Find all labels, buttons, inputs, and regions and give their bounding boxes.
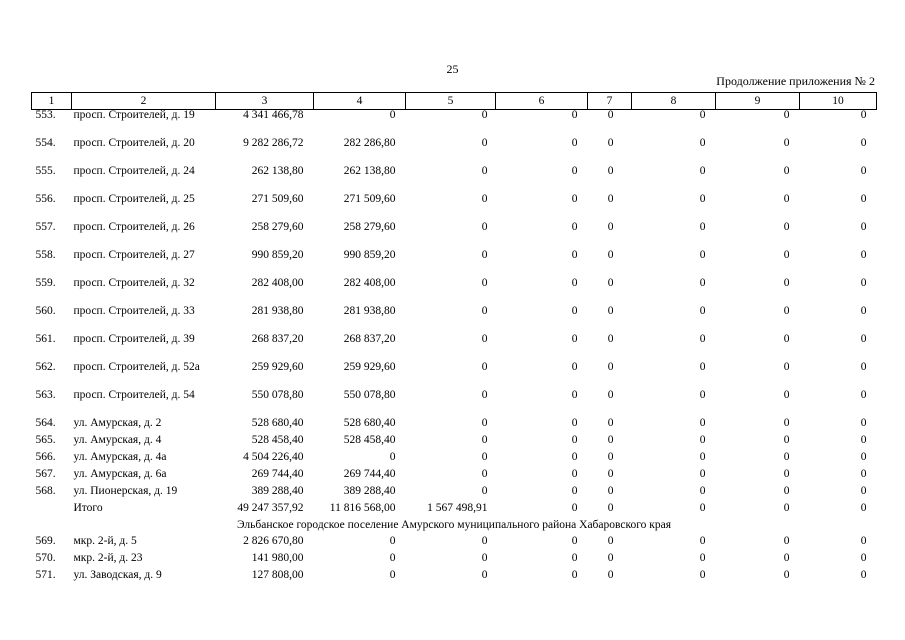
table-cell: 0 xyxy=(481,569,488,581)
table-cell: 0 xyxy=(783,193,790,205)
table-cell: 11 816 568,00 xyxy=(329,502,396,514)
table-cell: 528 680,40 xyxy=(343,417,396,429)
table-cell: 0 xyxy=(481,165,488,177)
header-cell: 5 xyxy=(406,93,496,110)
table-cell: 127 808,00 xyxy=(251,569,304,581)
table-cell: 0 xyxy=(783,221,790,233)
table-cell: 0 xyxy=(783,389,790,401)
table-row xyxy=(32,306,877,334)
table-cell: 0 xyxy=(481,277,488,289)
table-cell: 0 xyxy=(481,485,488,497)
table-cell: 0 xyxy=(783,361,790,373)
table-cell: 0 xyxy=(860,249,867,261)
table-cell: 0 xyxy=(699,535,706,547)
table-cell: 0 xyxy=(860,221,867,233)
table-cell: 990 859,20 xyxy=(251,249,304,261)
table-cell: 0 xyxy=(860,485,867,497)
table-cell: 0 xyxy=(783,305,790,317)
table-cell: 0 xyxy=(699,137,706,149)
table-cell: 258 279,60 xyxy=(251,221,304,233)
table-cell: 0 xyxy=(699,552,706,564)
table-cell: 550 078,80 xyxy=(343,389,396,401)
table-cell: 0 xyxy=(607,277,614,289)
table-cell: 564. xyxy=(35,417,56,429)
table-cell: 528 458,40 xyxy=(343,434,396,446)
table-row xyxy=(32,570,877,587)
table-cell: 0 xyxy=(571,221,578,233)
table-cell: 556. xyxy=(35,193,56,205)
table-cell: 0 xyxy=(571,277,578,289)
table-row xyxy=(32,222,877,250)
table-cell: 0 xyxy=(783,485,790,497)
table-cell: 0 xyxy=(860,535,867,547)
table-cell: 0 xyxy=(607,417,614,429)
table-cell: 0 xyxy=(699,417,706,429)
table-cell: 566. xyxy=(35,451,56,463)
table-cell: 0 xyxy=(860,569,867,581)
table-cell: 4 341 466,78 xyxy=(243,109,304,121)
table-cell: 0 xyxy=(571,417,578,429)
table-cell: 0 xyxy=(860,389,867,401)
table-cell: просп. Строителей, д. 33 xyxy=(73,305,195,317)
table-cell: 0 xyxy=(783,165,790,177)
table-cell: ул. Пионерская, д. 19 xyxy=(73,485,178,497)
table-cell: 0 xyxy=(571,468,578,480)
table-cell: 554. xyxy=(35,137,56,149)
table-cell: 565. xyxy=(35,434,56,446)
table-cell: ул. Заводская, д. 9 xyxy=(73,569,162,581)
table-cell: 561. xyxy=(35,333,56,345)
table-cell: 282 286,80 xyxy=(343,137,396,149)
table-cell: 0 xyxy=(481,305,488,317)
table-cell: 0 xyxy=(699,221,706,233)
table-cell: 553. xyxy=(35,109,56,121)
table-cell: 557. xyxy=(35,221,56,233)
table-row xyxy=(32,553,877,570)
table-cell: 0 xyxy=(860,333,867,345)
table-cell: 282 408,00 xyxy=(343,277,396,289)
table-cell: 0 xyxy=(860,137,867,149)
table-cell: ул. Амурская, д. 4а xyxy=(73,451,167,463)
table-cell: 0 xyxy=(571,165,578,177)
header-cell: 8 xyxy=(632,93,716,110)
table-cell: 0 xyxy=(481,417,488,429)
table-cell: 558. xyxy=(35,249,56,261)
table-row xyxy=(32,334,877,362)
table-cell: 0 xyxy=(860,165,867,177)
table-cell: 4 504 226,40 xyxy=(243,451,304,463)
table-cell: 0 xyxy=(571,389,578,401)
table-cell: 0 xyxy=(571,333,578,345)
table-cell: 0 xyxy=(699,305,706,317)
header-cell: 2 xyxy=(72,93,216,110)
table-cell: 9 282 286,72 xyxy=(243,137,304,149)
table-cell: 569. xyxy=(35,535,56,547)
table-cell: 0 xyxy=(699,502,706,514)
table-cell: 0 xyxy=(571,193,578,205)
table-cell: 0 xyxy=(481,389,488,401)
table-cell: 0 xyxy=(389,109,396,121)
table-cell: 0 xyxy=(607,502,614,514)
table-cell: 0 xyxy=(571,485,578,497)
table-cell: просп. Строителей, д. 20 xyxy=(73,137,195,149)
table-cell: просп. Строителей, д. 32 xyxy=(73,277,195,289)
table-cell: 262 138,80 xyxy=(251,165,304,177)
table-cell: 0 xyxy=(607,361,614,373)
table-cell: просп. Строителей, д. 19 xyxy=(73,109,195,121)
table-cell: 0 xyxy=(607,305,614,317)
table-cell: 0 xyxy=(607,249,614,261)
table-cell: 0 xyxy=(783,569,790,581)
table-cell: 2 826 670,80 xyxy=(243,535,304,547)
table-cell: 0 xyxy=(571,552,578,564)
continuation-label: Продолжение приложения № 2 xyxy=(716,74,875,88)
table-cell: 0 xyxy=(481,468,488,480)
table-cell: 0 xyxy=(607,165,614,177)
table-cell: 389 288,40 xyxy=(251,485,304,497)
table-cell: 0 xyxy=(389,451,396,463)
table-cell: 282 408,00 xyxy=(251,277,304,289)
table-cell: просп. Строителей, д. 27 xyxy=(73,249,195,261)
table-cell: ул. Амурская, д. 6а xyxy=(73,468,167,480)
table-cell: 268 837,20 xyxy=(251,333,304,345)
table-cell: 0 xyxy=(571,434,578,446)
table-cell: 268 837,20 xyxy=(343,333,396,345)
table-cell: 560. xyxy=(35,305,56,317)
table-cell: ул. Амурская, д. 2 xyxy=(73,417,162,429)
table-row xyxy=(32,452,877,469)
table-cell: 0 xyxy=(699,249,706,261)
table-cell: 0 xyxy=(783,249,790,261)
table-cell: 0 xyxy=(481,249,488,261)
table-cell: 563. xyxy=(35,389,56,401)
header-cell: 3 xyxy=(216,93,314,110)
table-cell: 0 xyxy=(571,535,578,547)
table-row xyxy=(32,166,877,194)
table-cell: просп. Строителей, д. 25 xyxy=(73,193,195,205)
table-cell: 0 xyxy=(607,552,614,564)
table-cell: 0 xyxy=(699,277,706,289)
table-cell: 0 xyxy=(389,552,396,564)
table-cell: 0 xyxy=(607,569,614,581)
table-cell: мкр. 2-й, д. 5 xyxy=(73,535,137,547)
table-row xyxy=(32,250,877,278)
table-cell: 262 138,80 xyxy=(343,165,396,177)
table-cell: 389 288,40 xyxy=(343,485,396,497)
table-cell: 0 xyxy=(699,569,706,581)
table-cell: 528 680,40 xyxy=(251,417,304,429)
table-cell: 0 xyxy=(571,137,578,149)
table-cell: 0 xyxy=(699,109,706,121)
table-cell: 281 938,80 xyxy=(251,305,304,317)
table-cell: 0 xyxy=(860,468,867,480)
table-cell: 0 xyxy=(699,485,706,497)
table-cell: 0 xyxy=(860,434,867,446)
table-cell: 0 xyxy=(860,361,867,373)
table-cell: 568. xyxy=(35,485,56,497)
table-cell: 0 xyxy=(860,552,867,564)
header-cell: 1 xyxy=(32,93,72,110)
table-cell: 0 xyxy=(860,305,867,317)
table-cell: 0 xyxy=(571,249,578,261)
table-cell: 0 xyxy=(699,434,706,446)
table-cell: 567. xyxy=(35,468,56,480)
table-cell: 0 xyxy=(783,277,790,289)
table-cell: 0 xyxy=(860,193,867,205)
table-cell: 0 xyxy=(481,137,488,149)
table-cell: 0 xyxy=(607,333,614,345)
table-cell: 0 xyxy=(607,109,614,121)
table-cell: 0 xyxy=(783,535,790,547)
header-cell: 10 xyxy=(800,93,877,110)
table-cell: 0 xyxy=(481,193,488,205)
table-cell: 570. xyxy=(35,552,56,564)
table-cell: 0 xyxy=(389,535,396,547)
table-cell: 559. xyxy=(35,277,56,289)
table-cell: 0 xyxy=(481,451,488,463)
table-row xyxy=(32,110,877,139)
table-cell: 0 xyxy=(783,552,790,564)
header-cell: 9 xyxy=(716,93,800,110)
table-cell: 0 xyxy=(860,277,867,289)
table-cell: 0 xyxy=(699,468,706,480)
table-row xyxy=(32,390,877,418)
header-row xyxy=(32,93,877,110)
table-cell: 141 980,00 xyxy=(251,552,304,564)
table-row xyxy=(32,362,877,390)
table-row xyxy=(32,138,877,166)
appendix-table xyxy=(31,92,877,587)
table-cell: Итого xyxy=(73,502,103,514)
table-cell: 281 938,80 xyxy=(343,305,396,317)
table-cell: 0 xyxy=(699,333,706,345)
table-cell: 0 xyxy=(571,502,578,514)
table-cell: 0 xyxy=(481,434,488,446)
table-cell: 0 xyxy=(571,305,578,317)
table-cell: 0 xyxy=(783,451,790,463)
table-cell: 259 929,60 xyxy=(343,361,396,373)
table-cell: 0 xyxy=(389,569,396,581)
table-cell: 0 xyxy=(607,434,614,446)
table-cell: 0 xyxy=(783,468,790,480)
table-cell: 555. xyxy=(35,165,56,177)
table-cell: 0 xyxy=(481,552,488,564)
table-cell xyxy=(32,503,72,520)
table-cell: 0 xyxy=(481,333,488,345)
header-cell: 6 xyxy=(496,93,588,110)
table-cell: просп. Строителей, д. 24 xyxy=(73,165,195,177)
table-row xyxy=(32,194,877,222)
table-cell: просп. Строителей, д. 39 xyxy=(73,333,195,345)
table-row xyxy=(32,486,877,503)
table-cell: 0 xyxy=(783,137,790,149)
table-cell: ул. Амурская, д. 4 xyxy=(73,434,162,446)
table-cell: 0 xyxy=(699,361,706,373)
table-cell: просп. Строителей, д. 54 xyxy=(73,389,195,401)
total-row xyxy=(32,503,877,520)
table-cell: 990 859,20 xyxy=(343,249,396,261)
table-cell: 550 078,80 xyxy=(251,389,304,401)
table-cell: 0 xyxy=(860,451,867,463)
table-cell: 271 509,60 xyxy=(251,193,304,205)
table-cell: просп. Строителей, д. 26 xyxy=(73,221,195,233)
table-cell: 0 xyxy=(571,109,578,121)
table-cell: 49 247 357,92 xyxy=(237,502,304,514)
table-cell: 0 xyxy=(607,193,614,205)
header-cell: 7 xyxy=(588,93,632,110)
table-cell: 0 xyxy=(607,221,614,233)
table-cell: 0 xyxy=(607,451,614,463)
table-cell: 0 xyxy=(481,535,488,547)
table-cell: 0 xyxy=(481,221,488,233)
table-cell: 0 xyxy=(699,389,706,401)
table-cell: 0 xyxy=(783,417,790,429)
table-row xyxy=(32,418,877,435)
table-cell: просп. Строителей, д. 52а xyxy=(73,361,200,373)
page-number: 25 xyxy=(446,62,459,76)
table-cell: 0 xyxy=(699,451,706,463)
table-cell: 571. xyxy=(35,569,56,581)
table-cell: 0 xyxy=(607,137,614,149)
table-cell: 0 xyxy=(481,361,488,373)
table-row xyxy=(32,536,877,553)
table-cell: 0 xyxy=(607,389,614,401)
table-cell: 0 xyxy=(783,502,790,514)
table-cell: 259 929,60 xyxy=(251,361,304,373)
table-row xyxy=(32,469,877,486)
table-cell: 0 xyxy=(571,451,578,463)
table-cell: 0 xyxy=(571,569,578,581)
table-cell: 0 xyxy=(783,109,790,121)
table-cell: 0 xyxy=(607,535,614,547)
table-cell: 0 xyxy=(783,434,790,446)
table-cell: 0 xyxy=(571,361,578,373)
table-cell: 0 xyxy=(860,109,867,121)
table-cell: 562. xyxy=(35,361,56,373)
table-cell: 0 xyxy=(699,193,706,205)
table-cell: 0 xyxy=(481,109,488,121)
table-row xyxy=(32,278,877,306)
table-cell: 0 xyxy=(699,165,706,177)
table-cell: 271 509,60 xyxy=(343,193,396,205)
table-cell: 0 xyxy=(783,333,790,345)
table-cell: 258 279,60 xyxy=(343,221,396,233)
table-cell: 0 xyxy=(607,485,614,497)
table-cell: 0 xyxy=(860,502,867,514)
section-title: Эльбанское городское поселение Амурского муниципального района Хабаровского края xyxy=(236,519,672,531)
header-cell: 4 xyxy=(314,93,406,110)
table-cell: 0 xyxy=(860,417,867,429)
table-cell: 0 xyxy=(607,468,614,480)
table-row xyxy=(32,435,877,452)
table-cell: 269 744,40 xyxy=(343,468,396,480)
table-cell: 269 744,40 xyxy=(251,468,304,480)
section-row xyxy=(32,520,877,536)
table-cell: 528 458,40 xyxy=(251,434,304,446)
table-cell: мкр. 2-й, д. 23 xyxy=(73,552,143,564)
table-cell: 1 567 498,91 xyxy=(427,502,488,514)
